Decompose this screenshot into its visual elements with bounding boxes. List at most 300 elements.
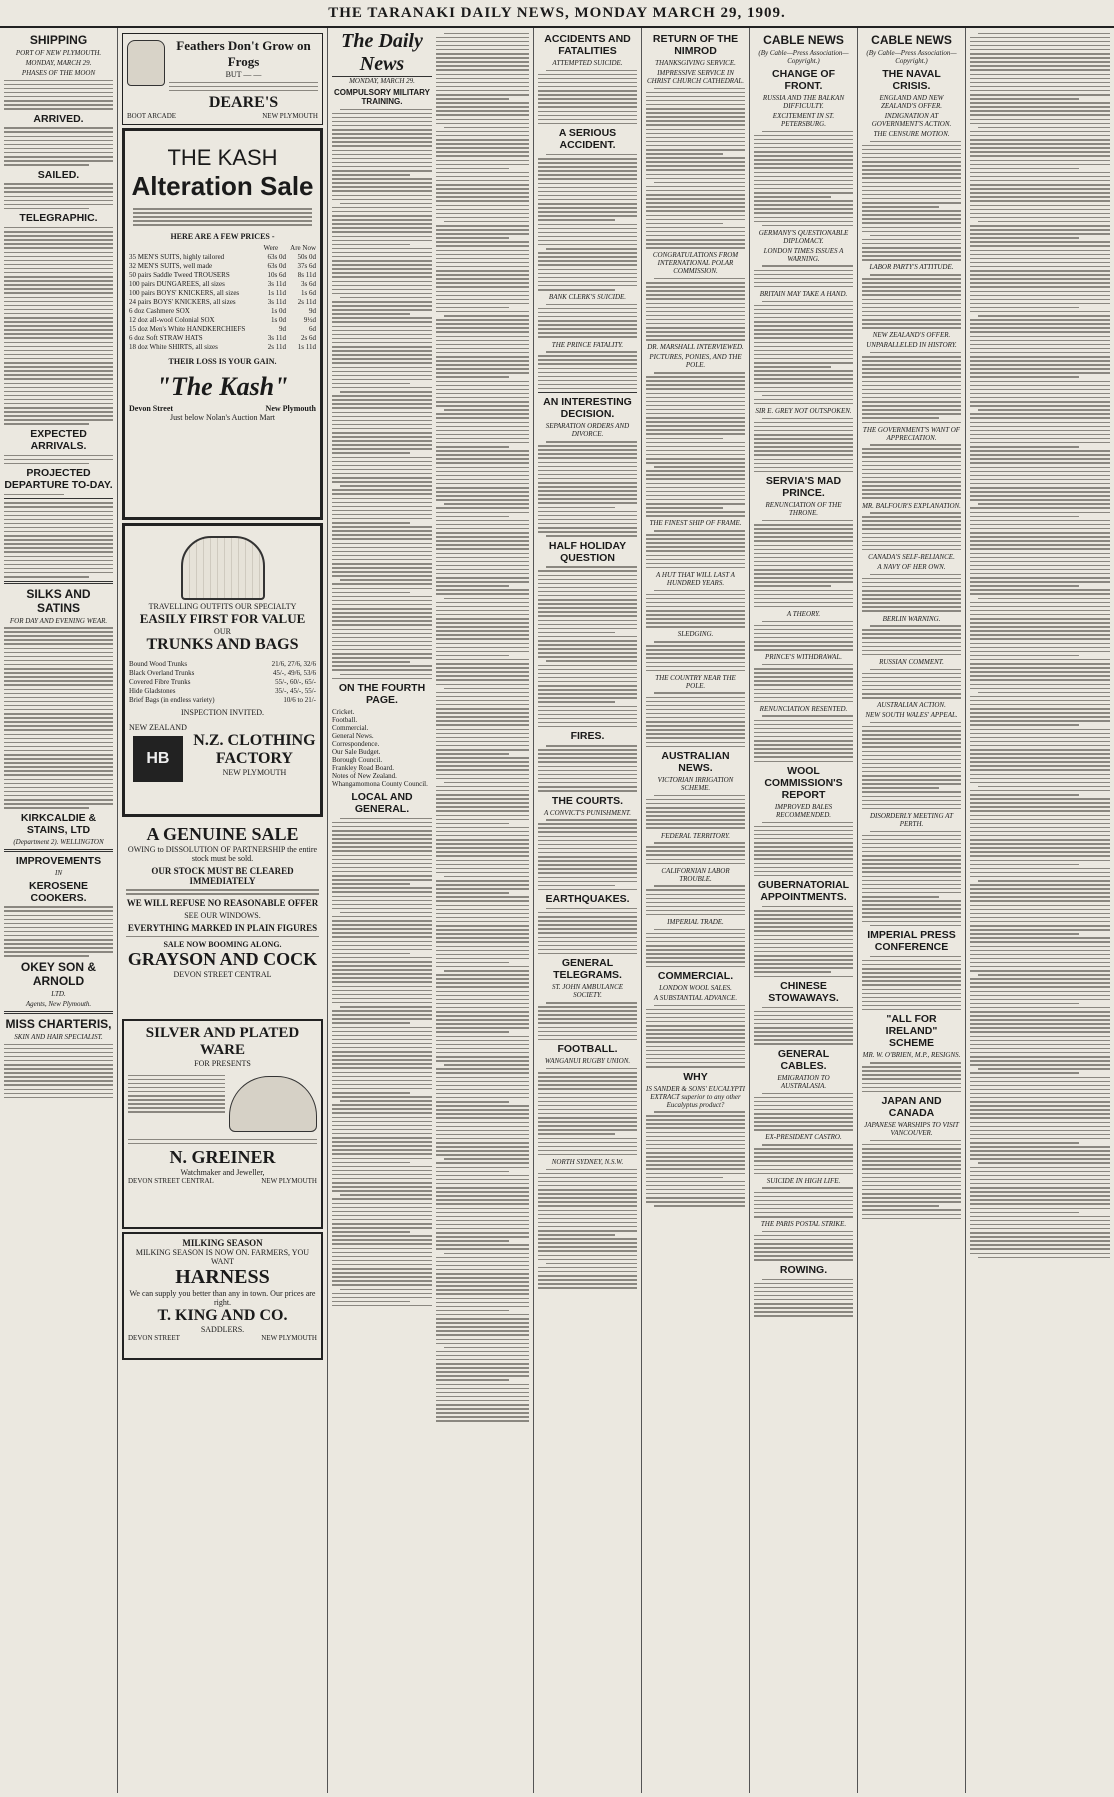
price-row	[129, 262, 316, 270]
text-block	[646, 372, 745, 517]
navy-heading: A NAVY OF HER OWN.	[877, 563, 946, 572]
price-value: 1s 6d	[301, 288, 316, 297]
unparalleled-heading: UNPARALLELED IN HISTORY.	[866, 341, 957, 350]
fourth-page-item: Football.	[332, 716, 358, 725]
price-value: 63s 0d	[267, 261, 286, 270]
price-value: 6d	[309, 324, 316, 333]
price-item: 35 MEN'S SUITS, highly tailored	[129, 252, 225, 261]
separation-heading: SEPARATION ORDERS AND DIVORCE.	[545, 422, 630, 439]
masthead: THE TARANAKI DAILY NEWS, MONDAY MARCH 29, 1909.	[0, 0, 1114, 28]
kash-were-label: Were	[263, 243, 279, 252]
deares-advert	[122, 33, 323, 125]
kash-name: "The Kash"	[156, 371, 289, 401]
price-row	[129, 307, 316, 315]
text-block	[538, 154, 637, 291]
cable-heading-2: CABLE NEWS	[871, 33, 952, 47]
price-value: 35/-, 45/-, 55/-	[275, 687, 316, 695]
england-offer-heading: ENGLAND AND NEW ZEALAND'S OFFER.	[879, 94, 944, 110]
renunciation-heading: RENUNCIATION OF THE THRONE.	[765, 501, 842, 518]
suicide-heading: ATTEMPTED SUICIDE.	[552, 59, 623, 67]
shipping-date: MONDAY, MARCH 29.	[25, 59, 92, 67]
price-row	[129, 298, 316, 306]
text-block	[538, 566, 637, 727]
price-row	[129, 271, 316, 279]
price-row	[129, 334, 316, 342]
charteris-subheading: SKIN AND HAIR SPECIALIST.	[14, 1032, 103, 1041]
inspection-invited: INSPECTION INVITED.	[180, 708, 265, 717]
saddlers-label: SADDLERS.	[200, 1325, 245, 1334]
text-block	[538, 908, 637, 955]
nzcf-sub: NEW PLYMOUTH	[222, 768, 287, 777]
obrien-heading: MR. W. O'BRIEN, M.P., RESIGNS.	[862, 1051, 961, 1060]
divider	[4, 581, 113, 584]
price-item: 6 doz Soft STRAW HATS	[129, 333, 203, 342]
price-item: Hide Gladstones	[129, 687, 176, 695]
price-value: 45/-, 49/6, 53/6	[272, 669, 316, 677]
kerosene-heading: KEROSENE COOKERS.	[29, 879, 88, 904]
column-nimrod	[642, 28, 750, 1793]
text-block	[538, 1169, 637, 1289]
nsw-heading: NORTH SYDNEY, N.S.W.	[551, 1158, 624, 1166]
boot-arcade: BOOT ARCADE	[127, 111, 177, 120]
times-heading: LONDON TIMES ISSUES A WARNING.	[763, 246, 844, 263]
text-block	[754, 621, 853, 651]
column-shipping	[0, 28, 118, 1793]
text-block	[754, 1231, 853, 1261]
text-block	[862, 722, 961, 809]
price-row	[129, 325, 316, 333]
price-value: 1s 0d	[271, 306, 286, 315]
bank-heading: BANK CLERK'S SUICIDE.	[548, 293, 627, 302]
silks-subheading: FOR DAY AND EVENING WEAR.	[9, 616, 108, 625]
text-block	[754, 265, 853, 287]
theory-heading: A THEORY.	[786, 610, 821, 618]
eucalyptus-heading: IS SANDER & SONS' EUCALYPTI EXTRACT superior to any other Eucalyptus product?	[646, 1084, 745, 1109]
castro-heading: EX-PRESIDENT CASTRO.	[765, 1133, 842, 1142]
text-block	[4, 183, 113, 209]
price-value: 55/-, 60/-, 65/-	[275, 678, 316, 686]
ambulance-heading: ST. JOHN AMBULANCE SOCIETY.	[551, 983, 624, 1000]
nsw-appeal-heading: NEW SOUTH WALES' APPEAL.	[865, 711, 958, 720]
improvements-heading: IMPROVEMENTS	[15, 854, 102, 867]
price-value: 3s 11d	[267, 333, 286, 342]
advance-heading: A SUBSTANTIAL ADVANCE.	[653, 994, 738, 1002]
fourth-page-item: Frankley Road Board.	[332, 764, 395, 773]
kash-below: Just below Nolan's Auction Mart	[170, 412, 275, 422]
congrat-heading: CONGRATULATIONS FROM INTERNATIONAL POLAR COMMISSION.	[652, 251, 739, 276]
text-block	[862, 956, 961, 1011]
californian-heading: CALIFORNIAN LABOR TROUBLE.	[661, 866, 730, 883]
column-cable-news-1	[750, 28, 858, 1793]
text-block	[862, 141, 961, 261]
fourth-page-item: General News.	[332, 732, 374, 741]
fires-heading: FIRES.	[570, 730, 605, 743]
warships-heading: JAPANESE WARSHIPS TO VISIT VANCOUVER.	[864, 1121, 959, 1138]
emigration-heading: EMIGRATION TO AUSTRALASIA.	[777, 1073, 830, 1090]
thanks-heading: THANKSGIVING SERVICE.	[655, 59, 736, 67]
boot-illustration	[127, 40, 165, 86]
federal-heading: FEDERAL TERRITORY.	[661, 831, 730, 840]
price-value: 10s 6d	[267, 270, 286, 279]
text-block	[538, 351, 637, 389]
greiner-address: DEVON STREET CENTRAL	[128, 1176, 214, 1185]
earthquakes-heading: EARTHQUAKES.	[545, 893, 630, 906]
shipping-heading: SHIPPING	[29, 33, 88, 47]
text-block	[754, 1144, 853, 1174]
wool-commission-heading: WOOL COMMISSION'S REPORT	[764, 765, 843, 801]
convict-heading: A CONVICT'S PUNISHMENT.	[544, 808, 631, 817]
grayson-address: DEVON STREET CENTRAL	[173, 969, 272, 979]
censure-heading: THE CENSURE MOTION.	[873, 130, 950, 138]
text-block	[754, 664, 853, 702]
price-value: 3s 6d	[301, 279, 316, 288]
hut-heading: A HUT THAT WILL LAST A HUNDRED YEARS.	[656, 570, 735, 587]
text-block	[4, 127, 113, 165]
tking-address: DEVON STREET	[128, 1334, 180, 1342]
price-value: 3s 11d	[267, 279, 286, 288]
price-row	[129, 253, 316, 261]
cable-sub: (By Cable—Press Association—Copyright.)	[758, 49, 849, 65]
deares-np: NEW PLYMOUTH	[262, 111, 318, 120]
text-block	[646, 1111, 745, 1207]
text-block	[4, 906, 113, 957]
gubernatorial-heading: GUBERNATORIAL APPOINTMENTS.	[757, 879, 850, 904]
price-value: 50s 0d	[297, 252, 316, 261]
text-block	[862, 669, 961, 699]
price-value: 9d	[309, 306, 316, 315]
text-block	[754, 520, 853, 607]
greiner-name: N. GREINER	[169, 1146, 276, 1167]
price-row	[129, 316, 316, 324]
text-block	[646, 842, 745, 864]
price-item: Bound Wood Trunks	[129, 660, 188, 668]
text-block	[862, 831, 961, 927]
price-value: 21/6, 27/6, 32/6	[271, 660, 316, 668]
text-block	[538, 745, 637, 792]
text-block	[754, 906, 853, 977]
text-block	[862, 574, 961, 612]
text-block	[646, 590, 745, 628]
projected-departure-heading: PROJECTED DEPARTURE TO-DAY.	[4, 467, 113, 492]
kash-loss: THEIR LOSS IS YOUR GAIN.	[168, 356, 277, 366]
price-item: 12 doz all-wool Colonial SOX	[129, 315, 215, 324]
text-block	[538, 819, 637, 890]
russian-heading: RUSSIAN COMMENT.	[879, 657, 944, 666]
trunks-advert	[122, 523, 323, 817]
kash-price-table	[129, 253, 316, 351]
kirkcaldie-subheading: (Department 2). WELLINGTON	[13, 837, 104, 846]
text-block	[754, 418, 853, 473]
nimrod-heading: RETURN OF THE NIMROD	[652, 33, 739, 57]
imperial-trade-heading: IMPERIAL TRADE.	[667, 918, 724, 927]
editorial-topic: COMPULSORY MILITARY TRAINING.	[334, 88, 430, 106]
daily-news-title: The Daily News	[332, 30, 432, 77]
silverware-illustration	[229, 1076, 317, 1132]
sailed-heading: SAILED.	[37, 168, 80, 181]
charteris-heading: MISS CHARTERIS,	[5, 1016, 112, 1031]
perth-heading: DISORDERLY MEETING AT PERTH.	[869, 811, 954, 828]
half-holiday-heading: HALF HOLIDAY QUESTION	[548, 539, 627, 564]
price-value: 63s 0d	[267, 252, 286, 261]
text-block	[862, 352, 961, 423]
suicide-high-life-heading: SUICIDE IN HIGH LIFE.	[766, 1176, 841, 1185]
nzcf-title: N.Z. CLOTHING FACTORY	[193, 732, 316, 767]
tking-np: NEW PLYMOUTH	[261, 1334, 317, 1342]
text-block	[754, 1279, 853, 1317]
okey-agents: Agents, New Plymouth.	[25, 999, 92, 1008]
price-value: 2s 6d	[301, 333, 316, 342]
grey-heading: SIR E. GREY NOT OUTSPOKEN.	[755, 407, 852, 416]
excitement-heading: EXCITEMENT IN ST. PETERSBURG.	[772, 112, 835, 128]
text-block	[862, 512, 961, 550]
text-block	[646, 795, 745, 829]
price-row	[129, 280, 316, 288]
kash-street: Devon Street	[129, 403, 174, 413]
text-block	[4, 494, 113, 496]
trunk-label: TRAVELLING OUTFITS OUR SPECIALTY	[148, 602, 297, 611]
sale-booming: SALE NOW BOOMING ALONG.	[163, 939, 282, 949]
australian-heading: AUSTRALIAN NEWS.	[661, 750, 730, 775]
text-block	[754, 1007, 853, 1045]
why-heading: WHY	[683, 1070, 708, 1083]
marshall-heading: DR. MARSHALL INTERVIEWED.	[647, 343, 744, 352]
refuse-offer: WE WILL REFUSE NO REASONABLE OFFER	[126, 897, 319, 908]
commercial-heading: COMMERCIAL.	[657, 970, 734, 982]
price-value: 9½d	[303, 315, 316, 324]
milking-title: MILKING SEASON	[182, 1238, 263, 1248]
text-block	[862, 444, 961, 499]
text-block	[538, 441, 637, 537]
price-row	[129, 660, 316, 668]
divider	[538, 392, 637, 393]
frogs-headline: Feathers Don't Grow on Frogs	[176, 38, 311, 69]
plain-figures: EVERYTHING MARKED IN PLAIN FIGURES	[127, 922, 318, 933]
bales-heading: IMPROVED BALES RECOMMENDED.	[774, 803, 833, 819]
greiner-advert	[122, 1019, 323, 1229]
genuine-sub: OWING to DISSOLUTION OF PARTNERSHIP the entire stock must be sold.	[127, 845, 318, 863]
price-item: Covered Fibre Trunks	[129, 678, 191, 686]
fourth-page-item: Our Sale Budget.	[332, 748, 381, 757]
okey-heading: OKEY SON & ARNOLD	[20, 959, 97, 988]
okey-ltd: LTD.	[51, 989, 66, 998]
text-block	[538, 304, 637, 338]
resented-heading: RENUNCIATION RESENTED.	[759, 704, 848, 713]
football-heading: FOOTBALL.	[557, 1043, 618, 1056]
arrived-heading: ARRIVED.	[33, 112, 84, 125]
easily-first: EASILY FIRST FOR VALUE	[139, 611, 306, 626]
all-for-ireland-heading: "ALL FOR IRELAND" SCHEME	[885, 1013, 938, 1050]
text-block	[754, 715, 853, 762]
editorial-text	[332, 109, 432, 1307]
naval-crisis-heading: THE NAVAL CRISIS.	[882, 68, 941, 92]
price-row	[129, 678, 316, 686]
fourth-page-item: Cricket.	[332, 708, 355, 717]
sledging-heading: SLEDGING.	[677, 630, 714, 639]
price-item: 100 pairs DUNGAREES, all sizes	[129, 279, 225, 288]
text-block	[754, 822, 853, 877]
serious-heading: A SERIOUS ACCIDENT.	[558, 127, 617, 152]
stowaways-heading: CHINESE STOWAWAYS.	[768, 980, 839, 1004]
our-label: OUR	[214, 627, 231, 636]
indignation-heading: INDIGNATION AT GOVERNMENT'S ACTION.	[871, 112, 952, 128]
local-general-heading: LOCAL AND GENERAL.	[351, 791, 413, 816]
fourth-page-item: Notes of New Zealand.	[332, 772, 397, 781]
text-block	[862, 1062, 961, 1092]
milking-sub: MILKING SEASON IS NOW ON. FARMERS, YOU WANT	[135, 1248, 310, 1266]
silver-sub: FOR PRESENTS	[194, 1059, 251, 1068]
price-value: 10/6 to 21/-	[283, 696, 316, 704]
decision-heading: AN INTERESTING DECISION.	[543, 396, 632, 421]
improvements-in: IN	[55, 868, 62, 877]
text-block	[538, 1068, 637, 1155]
stock-cleared: OUR STOCK MUST BE CLEARED IMMEDIATELY	[151, 866, 294, 886]
text-block	[754, 301, 853, 405]
text-block	[646, 641, 745, 671]
price-value: 1s 11d	[267, 288, 286, 297]
text-block	[646, 929, 745, 967]
fourth-page-item: Whangamomona County Council.	[332, 780, 428, 789]
harness-sub: We can supply you better than any in town. Our prices are right.	[129, 1289, 316, 1307]
text-block	[646, 88, 745, 249]
price-row	[129, 669, 316, 677]
divider	[4, 1011, 113, 1014]
text-block	[538, 70, 637, 125]
text-block	[862, 274, 961, 329]
column-continuation	[966, 28, 1114, 1793]
finest-heading: THE FINEST SHIP OF FRAME.	[649, 519, 742, 528]
prince-heading: THE PRINCE FATALITY.	[551, 340, 624, 349]
berlin-heading: BERLIN WARNING.	[882, 614, 941, 623]
price-item: 18 doz White SHIRTS, all sizes	[129, 342, 218, 351]
see-windows: SEE OUR WINDOWS.	[184, 910, 261, 920]
kash-the: THE KASH	[167, 145, 278, 170]
divider	[4, 849, 113, 852]
nz-label: NEW ZEALAND	[129, 723, 187, 732]
price-item: Brief Bags (in endless variety)	[129, 696, 215, 704]
column-cable-news-2	[858, 28, 966, 1793]
russia-heading: RUSSIA AND THE BALKAN DIFFICULTY.	[762, 94, 845, 110]
text-block	[646, 530, 745, 568]
price-value: 9d	[279, 324, 286, 333]
text-block	[538, 1002, 637, 1040]
country-heading: THE COUNTRY NEAR THE POLE.	[655, 673, 736, 690]
price-item: 15 doz Men's White HANDKERCHIEFS	[129, 324, 246, 333]
canada-heading: CANADA'S SELF-RELIANCE.	[868, 553, 955, 562]
rowing-heading: ROWING.	[779, 1263, 828, 1276]
price-value: 1s 0d	[271, 315, 286, 324]
price-row	[129, 696, 316, 704]
fourth-page-item: Correspondence.	[332, 740, 380, 749]
pictures-heading: PICTURES, PONIES, AND THE POLE.	[649, 353, 742, 370]
harness-title: HARNESS	[175, 1266, 270, 1288]
price-value: 1s 11d	[297, 342, 316, 351]
postal-strike-heading: THE PARIS POSTAL STRIKE.	[760, 1220, 847, 1229]
text-block	[646, 278, 745, 341]
courts-heading: THE COURTS.	[551, 794, 624, 807]
australian-action-heading: AUSTRALIAN ACTION.	[877, 701, 946, 710]
king-advert	[122, 1232, 323, 1360]
price-item: Black Overland Trunks	[129, 669, 195, 677]
hb-logo: HB	[133, 736, 183, 782]
deares-name: DEARE'S	[208, 93, 279, 111]
wanganui-heading: WANGANUI RUGBY UNION.	[544, 1057, 631, 1066]
text-block	[4, 502, 113, 577]
kirkcaldie-heading: KIRKCALDIE & STAINS, LTD	[20, 811, 97, 836]
text-block	[862, 625, 961, 655]
price-row	[129, 687, 316, 695]
text-block	[4, 80, 113, 110]
frogs-sub: BUT — —	[225, 70, 262, 79]
price-value: 2s 11d	[297, 297, 316, 306]
cable-sub-2: (By Cable—Press Association—Copyright.)	[866, 49, 957, 65]
kash-np: New Plymouth	[265, 403, 316, 413]
price-item: 50 pairs Saddle Tweed TROUSERS	[129, 270, 230, 279]
text-block	[754, 1093, 853, 1131]
labor-heading: LABOR PARTY'S ATTITUDE.	[869, 263, 954, 272]
accidents-heading: ACCIDENTS AND FATALITIES	[544, 33, 631, 57]
cable-heading: CABLE NEWS	[763, 33, 844, 47]
press-conference-heading: IMPERIAL PRESS CONFERENCE	[867, 929, 956, 954]
price-item: 6 doz Cashmere SOX	[129, 306, 190, 315]
moon-phases-heading: PHASES OF THE MOON	[21, 69, 96, 77]
britain-heading: BRITAIN MAY TAKE A HAND.	[759, 290, 848, 298]
fourth-page-item: Commercial.	[332, 724, 369, 733]
text-block	[4, 1044, 113, 1099]
general-telegrams-heading: GENERAL TELEGRAMS.	[553, 957, 622, 982]
trunk-price-table	[129, 660, 316, 704]
telegraphic-heading: TELEGRAPHIC.	[19, 212, 98, 225]
text-block	[970, 33, 1110, 1259]
balfour-heading: MR. BALFOUR'S EXPLANATION.	[862, 501, 961, 510]
grayson-advert	[122, 820, 323, 1016]
price-row	[129, 289, 316, 297]
trunks-title: TRUNKS AND BAGS	[146, 636, 299, 653]
trunk-illustration	[181, 536, 265, 600]
nz-offer-heading: NEW ZEALAND'S OFFER.	[872, 331, 951, 340]
greiner-trade: Watchmaker and Jeweller,	[180, 1167, 265, 1177]
appreciation-heading: THE GOVERNMENT'S WANT OF APPRECIATION.	[862, 425, 961, 442]
text-block	[754, 131, 853, 227]
tking-name: T. KING AND CO.	[157, 1307, 288, 1324]
port-heading: PORT OF NEW PLYMOUTH.	[15, 49, 102, 57]
impressive-heading: IMPRESSIVE SERVICE IN CHRIST CHURCH CATHEDRAL.	[646, 69, 745, 85]
editorial-date: MONDAY, MARCH 29.	[349, 77, 415, 85]
price-value: 3s 11d	[267, 297, 286, 306]
expected-arrivals-heading: EXPECTED ARRIVALS.	[30, 427, 87, 452]
price-item: 100 pairs BOYS' KNICKERS, all sizes	[129, 288, 240, 297]
text-block	[646, 1005, 745, 1068]
price-item: 32 MEN'S SUITS, well made	[129, 261, 213, 270]
fourth-page-item: Borough Council.	[332, 756, 383, 765]
text-block	[4, 227, 113, 425]
change-front-heading: CHANGE OF FRONT.	[772, 68, 835, 92]
japan-canada-heading: JAPAN AND CANADA	[881, 1095, 942, 1120]
editorial-text	[436, 33, 529, 1422]
general-cables-heading: GENERAL CABLES.	[777, 1047, 830, 1072]
servia-heading: SERVIA'S MAD PRINCE.	[765, 475, 842, 500]
silver-title: SILVER AND PLATED WARE	[145, 1025, 300, 1058]
kash-advert	[122, 128, 323, 520]
victorian-heading: VICTORIAN IRRIGATION SCHEME.	[657, 776, 734, 793]
column-editorial	[328, 28, 534, 1793]
greiner-np: NEW PLYMOUTH	[261, 1176, 317, 1185]
genuine-sale: A GENUINE SALE	[146, 824, 299, 844]
column-advertisements	[118, 28, 328, 1793]
text-block	[646, 885, 745, 915]
wool-sales-heading: LONDON WOOL SALES.	[659, 984, 732, 992]
fourth-page-heading: ON THE FOURTH PAGE.	[338, 682, 426, 707]
column-accidents	[534, 28, 642, 1793]
